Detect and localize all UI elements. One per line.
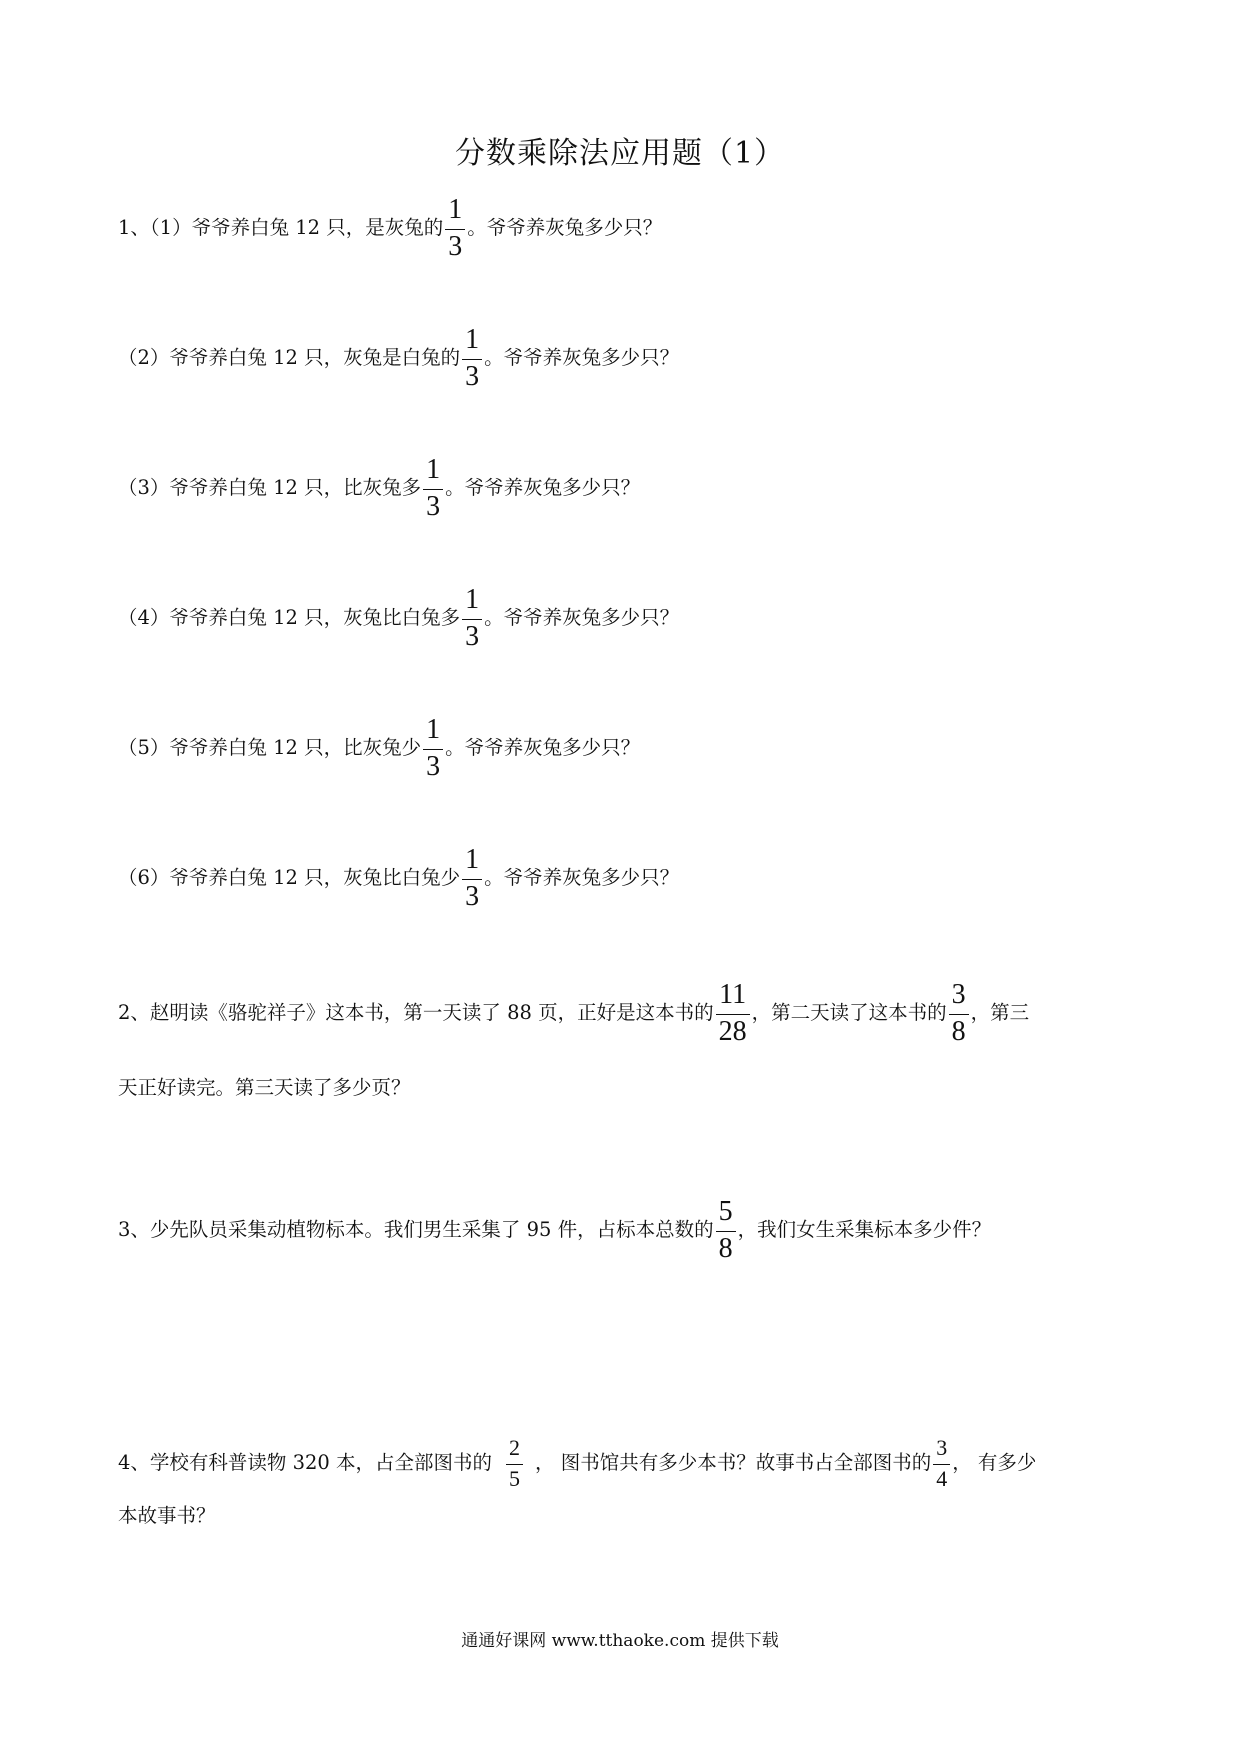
question-2-line-2: 天正好读完。第三天读了多少页？ bbox=[118, 1076, 411, 1099]
denominator: 3 bbox=[465, 621, 480, 652]
text: ，第二天读了这本书的 bbox=[751, 1001, 947, 1024]
fraction bbox=[462, 586, 482, 651]
denominator: 4 bbox=[936, 1466, 948, 1491]
question-1-part-4 bbox=[118, 586, 679, 651]
question-4-line-1 bbox=[118, 1437, 1036, 1490]
text: 。爷爷养灰兔多少只？ bbox=[467, 216, 663, 239]
denominator: 28 bbox=[718, 1016, 747, 1047]
text: 3、少先队员采集动植物标本。我们男生采集了 95 件，占标本总数的 bbox=[118, 1218, 714, 1241]
denominator: 3 bbox=[465, 881, 480, 912]
question-1-part-6 bbox=[118, 846, 679, 911]
fraction bbox=[423, 716, 443, 781]
numerator: 1 bbox=[445, 196, 465, 230]
numerator: 1 bbox=[462, 326, 482, 360]
fraction bbox=[933, 1437, 950, 1490]
fraction bbox=[716, 981, 750, 1046]
text: （5）爷爷养白兔 12 只，比灰兔少 bbox=[118, 736, 422, 759]
text: （2）爷爷养白兔 12 只，灰兔是白兔的 bbox=[118, 346, 461, 369]
question-3 bbox=[118, 1198, 991, 1263]
question-1-part-3 bbox=[118, 456, 640, 521]
text: （6）爷爷养白兔 12 只，灰兔比白兔少 bbox=[118, 866, 461, 889]
question-1-part-2 bbox=[118, 326, 679, 391]
fraction bbox=[462, 326, 482, 391]
text: 1、（1）爷爷养白兔 12 只，是灰兔的 bbox=[118, 216, 444, 239]
text: 。爷爷养灰兔多少只？ bbox=[484, 346, 680, 369]
denominator: 3 bbox=[426, 751, 441, 782]
numerator: 3 bbox=[949, 981, 969, 1015]
text: 。爷爷养灰兔多少只？ bbox=[484, 606, 680, 629]
question-2-line-1 bbox=[118, 981, 1029, 1046]
denominator: 3 bbox=[448, 231, 463, 262]
text: ，第三 bbox=[970, 1001, 1030, 1024]
denominator: 5 bbox=[509, 1466, 521, 1491]
fraction bbox=[445, 196, 465, 261]
text: 4、学校有科普读物 320 本，占全部图书的 bbox=[118, 1451, 493, 1474]
text: 。爷爷养灰兔多少只？ bbox=[445, 476, 641, 499]
text: ， 图书馆共有多少本书？故事书占全部图书的 bbox=[535, 1451, 932, 1474]
text: 。爷爷养灰兔多少只？ bbox=[484, 866, 680, 889]
footer: 通通好课网 www.tthaoke.com 提供下载 bbox=[461, 1631, 779, 1651]
text: 2、赵明读《骆驼祥子》这本书，第一天读了 88 页，正好是这本书的 bbox=[118, 1001, 714, 1024]
fraction bbox=[462, 846, 482, 911]
numerator: 1 bbox=[462, 846, 482, 880]
numerator: 5 bbox=[716, 1198, 736, 1232]
numerator: 1 bbox=[423, 456, 443, 490]
text: （4）爷爷养白兔 12 只，灰兔比白兔多 bbox=[118, 606, 461, 629]
text: ， 有多少 bbox=[952, 1451, 1037, 1474]
page-title: 分数乘除法应用题（1） bbox=[454, 136, 786, 171]
numerator: 11 bbox=[716, 981, 750, 1015]
fraction bbox=[506, 1437, 523, 1490]
denominator: 3 bbox=[426, 491, 441, 522]
fraction bbox=[949, 981, 969, 1046]
denominator: 8 bbox=[718, 1233, 733, 1264]
numerator: 2 bbox=[506, 1437, 523, 1465]
text: （3）爷爷养白兔 12 只，比灰兔多 bbox=[118, 476, 422, 499]
question-1-part-5 bbox=[118, 716, 640, 781]
numerator: 3 bbox=[933, 1437, 950, 1465]
fraction bbox=[716, 1198, 736, 1263]
text: ，我们女生采集标本多少件？ bbox=[737, 1218, 992, 1241]
fraction bbox=[423, 456, 443, 521]
text: 。爷爷养灰兔多少只？ bbox=[445, 736, 641, 759]
denominator: 3 bbox=[465, 361, 480, 392]
numerator: 1 bbox=[423, 716, 443, 750]
question-1-part-1 bbox=[118, 196, 662, 261]
numerator: 1 bbox=[462, 586, 482, 620]
question-4-line-2: 本故事书？ bbox=[118, 1504, 216, 1527]
denominator: 8 bbox=[951, 1016, 966, 1047]
